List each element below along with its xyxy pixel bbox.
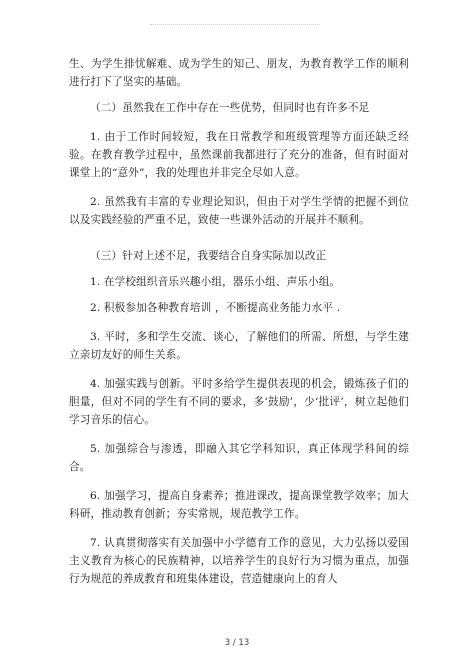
paragraph-item: 3. 平时，多和学生交流、谈心，了解他们的所需、所想，与学生建立亲切友好的师生关系。 — [69, 331, 409, 361]
page-indicator: 3 / 13 — [224, 638, 250, 648]
paragraph-item: 1. 在学校组织音乐兴趣小组，器乐小组、声乐小组。 — [90, 276, 341, 288]
paragraph-item: 5. 加强综合与渗透，即融入其它学科知识，真正体现学科间的综合。 — [69, 443, 409, 473]
paragraph-continuation: 生、为学生排忧解难、成为学生的知己、朋友，为教育教学工作的顺利进行打下了坚实的基础。 — [69, 58, 409, 88]
paragraph-item: 6. 加强学习，提高自身素养；推进课改，提高课堂教学效率；加大科研，推动教育创新；夯实常规，规范教学工作。 — [69, 490, 409, 520]
section-heading-3: （三）针对上述不足，我要结合自身实际加以改正 — [90, 250, 327, 262]
document-body — [69, 55, 409, 588]
paragraph-item: 4. 加强实践与创新。平时多给学生提供表现的机会，锻炼孩子们的胆量，但对不同的学生有不同的要求，多‘鼓励’，少‘批评’，树立起他们学习音乐的信心。 — [69, 378, 409, 426]
paragraph-item: 2. 积极参加各种教育培训 ，不断提高业务能力水平 . — [90, 302, 341, 314]
paragraph-item: 1. 由于工作时间较短，我在日常教学和班级管理等方面还缺乏经验。在教育教学过程中，虽然课前我都进行了充分的准备，但有时面对课堂上的“意外”，我的处理也并非完全尽如人意。 — [69, 131, 409, 179]
paragraph-item: 7. 认真贯彻落实有关加强中小学德育工作的意见，大力弘扬以爱国主义教育为核心的民族精神，以培养学生的良好行为习惯为重点，加强行为规范的养成教育和班集体建设，营造健康向上的育人 — [69, 537, 409, 585]
paragraph-item: 2. 虽然我有丰富的专业理论知识，但由于对学生学情的把握不到位以及实践经验的严重不足，致使一些课外活动的开展并不顺利。 — [69, 196, 409, 226]
section-heading-2: （二）虽然我在工作中存在一些优势，但同时也有许多不足 — [90, 102, 370, 114]
header-divider — [150, 24, 320, 25]
